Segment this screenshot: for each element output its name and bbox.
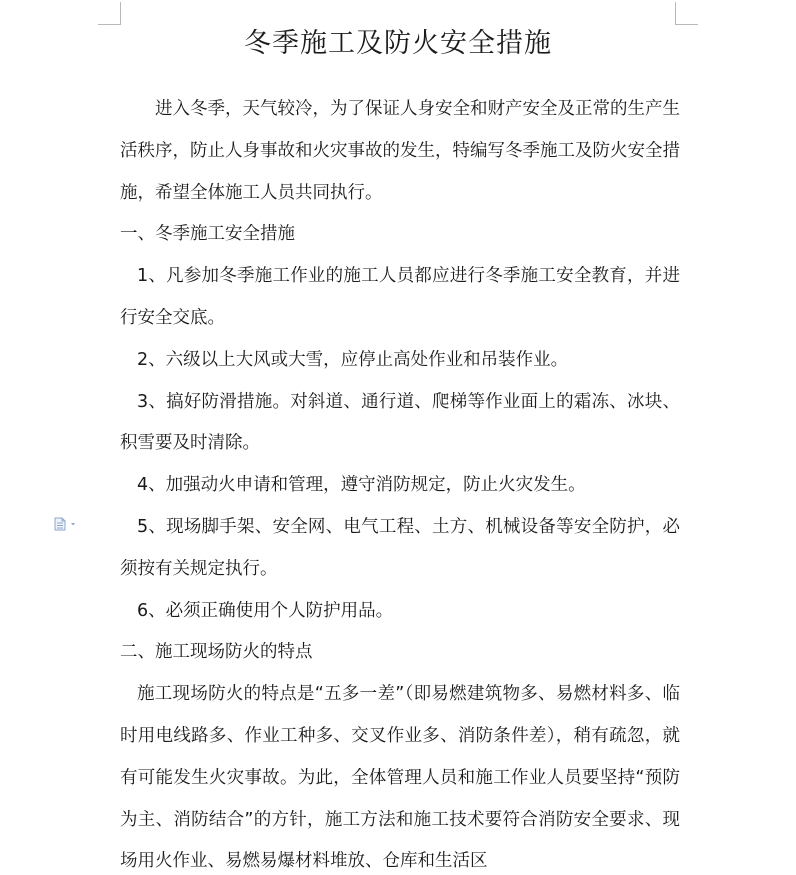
list-item: 2、六级以上大风或大雪，应停止高处作业和吊装作业。 xyxy=(137,349,569,370)
section-heading-winter-safety: 一、冬季施工安全措施 xyxy=(120,224,295,245)
list-item: 6、必须正确使用个人防护用品。 xyxy=(137,600,394,621)
document-body[interactable] xyxy=(120,89,680,875)
document-title: 冬季施工及防火安全措施 xyxy=(244,28,552,59)
section-heading-fire-features: 二、施工现场防火的特点 xyxy=(120,642,313,663)
page-corner-mark-top-right xyxy=(675,2,698,25)
list-item: 4、加强动火申请和管理，遵守消防规定，防止火灾发生。 xyxy=(137,475,586,496)
intro-paragraph: 进入冬季，天气较冷，为了保证人身安全和财产安全及正常的生产生活秩序，防止人身事故和火灾事故的发生，特编写冬季施工及防火安全措施，希望全体施工人员共同执行。 xyxy=(120,99,680,203)
list-item: 5、现场脚手架、安全网、电气工程、土方、机械设备等安全防护，必须按有关规定执行。 xyxy=(120,516,680,579)
page-corner-mark-top-left xyxy=(98,2,121,25)
list-item: 1、凡参加冬季施工作业的施工人员都应进行冬季施工安全教育，并进行安全交底。 xyxy=(120,266,680,328)
document-options-icon[interactable] xyxy=(54,516,80,530)
list-item: 3、搞好防滑措施。对斜道、通行道、爬梯等作业面上的霜冻、冰块、积雪要及时清除。 xyxy=(120,391,680,454)
fire-features-paragraph: 施工现场防火的特点是“五多一差”（即易燃建筑物多、易燃材料多、临时用电线路多、作业工种多、交叉作业多、消防条件差），稍有疏忽，就有可能发生火灾事故。为此，全体管理人员和施工作业人员要坚持“预防为主、消防结合”的方针，施工方法和施工技术要符合消防安全要求、现场用火作业、易燃易爆材料堆放、仓库和生活区 xyxy=(120,684,680,872)
